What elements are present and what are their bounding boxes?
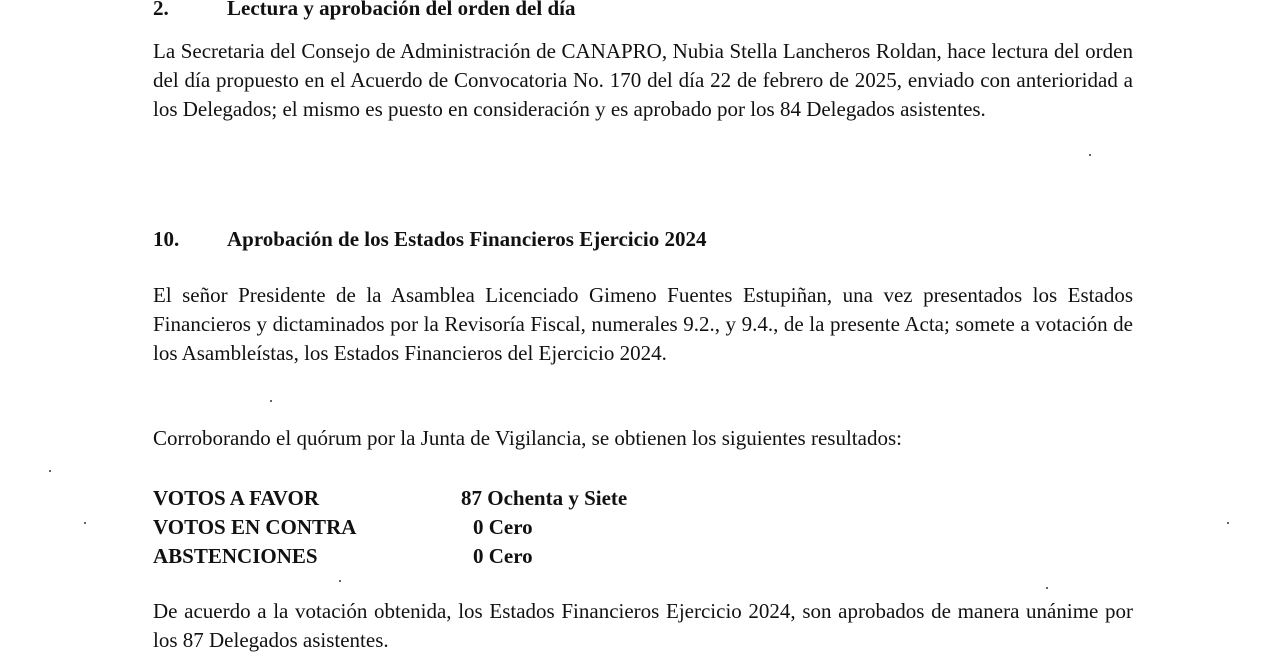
vote-label: VOTOS EN CONTRA [153,515,357,539]
vote-value: 0 Cero [473,515,533,539]
scan-speck [49,470,51,472]
vote-value: 87 Ochenta y Siete [461,486,628,510]
vote-label: ABSTENCIONES [153,544,318,568]
section-2-paragraph: La Secretaria del Consejo de Administración de CANAPRO, Nubia Stella Lancheros Roldan, hace lectura del orden del día propuesto en el Acuerdo de Convocatoria No. 170 del día 22 de febrero de 2025, enviado con anterioridad a los Delegados; el mismo es puesto en consideración y es aprobado por los 84 Delegados asistentes. [153,39,1133,121]
vote-row-favor [153,484,627,513]
section-10-paragraph-2: Corroborando el quórum por la Junta de Vigilancia, se obtienen los siguientes resultados: [153,426,902,450]
section-2-number: 2. [153,0,169,20]
scan-speck [1227,522,1229,524]
vote-row-contra [153,513,627,542]
vote-label: VOTOS A FAVOR [153,486,320,510]
section-2-heading [153,0,575,20]
vote-row-abstenciones [153,542,627,571]
vote-value: 0 Cero [473,544,533,568]
scan-speck [84,522,86,524]
scan-speck [270,400,272,402]
scan-speck [1046,587,1048,589]
section-10-paragraph-3: De acuerdo a la votación obtenida, los Estados Financieros Ejercicio 2024, son aprobados de manera unánime por los 87 Delegados asistentes. [153,599,1133,652]
section-10-title: Aprobación de los Estados Financieros Ejercicio 2024 [227,227,707,251]
section-2-title: Lectura y aprobación del orden del día [227,0,576,20]
section-10-heading [153,227,707,251]
section-10-number: 10. [153,227,180,251]
section-10-paragraph-1: El señor Presidente de la Asamblea Licenciado Gimeno Fuentes Estupiñan, una vez presentados los Estados Financieros y dictaminados por la Revisoría Fiscal, numerales 9.2., y 9.4., de la presente Acta; somete a votación de los Asambleístas, los Estados Financieros del Ejercicio 2024. [153,283,1133,365]
scan-speck [339,580,341,582]
scan-speck [1089,154,1091,156]
vote-results-table [153,484,627,571]
